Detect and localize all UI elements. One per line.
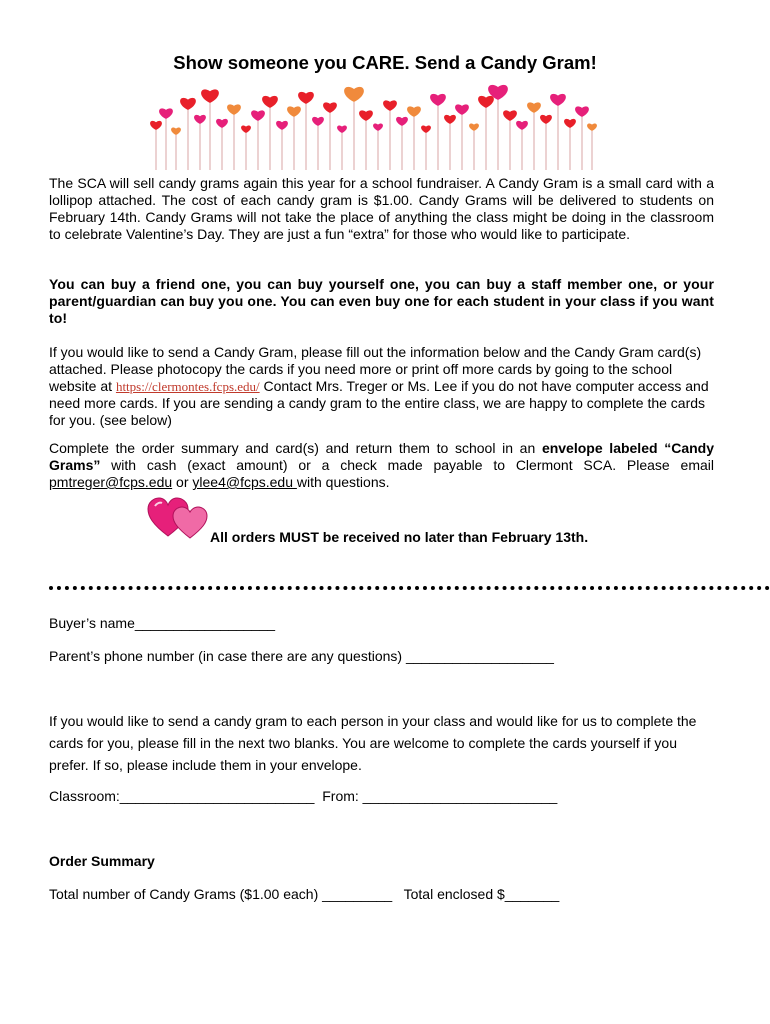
two-hearts-icon: [146, 496, 208, 540]
return-text-3: with questions.: [296, 474, 390, 490]
instructions-paragraph: [49, 344, 714, 429]
return-paragraph: [49, 440, 714, 491]
email-link-lee[interactable]: ylee4@fcps.edu: [192, 474, 297, 490]
return-text-1: Complete the order summary and card(s) and return them to school in an: [49, 440, 542, 456]
order-summary-heading: Order Summary: [49, 853, 155, 869]
deadline-notice: All orders MUST be received no later than February 13th.: [210, 529, 589, 545]
buyer-name-field[interactable]: Buyer’s name__________________: [49, 615, 276, 631]
order-totals-fields[interactable]: Total number of Candy Grams ($1.00 each) _________ Total enclosed $_______: [49, 886, 560, 902]
parent-phone-field[interactable]: Parent’s phone number (in case there are any questions) ___________________: [49, 648, 554, 664]
envelope-label-text: envelope labeled “Candy Grams”: [49, 440, 714, 473]
return-text-2: with cash (exact amount) or a check made payable to Clermont SCA. Please email: [100, 457, 714, 473]
who-can-buy-paragraph: You can buy a friend one, you can buy yourself one, you can buy a staff member one, or your parent/guardian can buy you one. You can even buy one for each student in your class if you want to!: [49, 276, 714, 326]
return-or-text: or: [172, 474, 193, 490]
heart-lollipops-banner-icon: [148, 84, 598, 170]
email-link-treger[interactable]: pmtreger@fcps.edu: [49, 474, 173, 490]
intro-paragraph: The SCA will sell candy grams again this year for a school fundraiser. A Candy Gram is a small card with a lollipop attached. The cost of each candy gram is $1.00. Candy Grams will be delivered to students on February 14th. Candy Grams will not take the place of anything the class might be doing in the classroom to celebrate Valentine’s Day. They are just a fun “extra” for those who would like to participate.: [49, 175, 714, 242]
classroom-from-fields[interactable]: Classroom:_________________________ From: _________________________: [49, 788, 558, 804]
page-title: Show someone you CARE. Send a Candy Gram!: [173, 52, 597, 73]
instructions-text-2: Contact Mrs. Treger or Ms. Lee if you do not have computer access and need more cards. If you are sending a candy gram to the entire class, we are happy to complete the cards for you. (see below): [49, 378, 709, 428]
cut-line-divider: [49, 586, 770, 590]
class-completion-paragraph: If you would like to send a candy gram to each person in your class and would like for us to complete the cards for you, please fill in the next two blanks. You are welcome to complete the cards yourself if you prefer. If so, please include them in your envelope.: [49, 713, 697, 773]
instructions-text-1: If you would like to send a Candy Gram, please fill out the information below and the Candy Gram card(s) attached. Please photocopy the cards if you need more or print off more cards by going to the school website at: [49, 344, 702, 394]
school-website-link[interactable]: https://clermontes.fcps.edu/: [115, 379, 260, 394]
